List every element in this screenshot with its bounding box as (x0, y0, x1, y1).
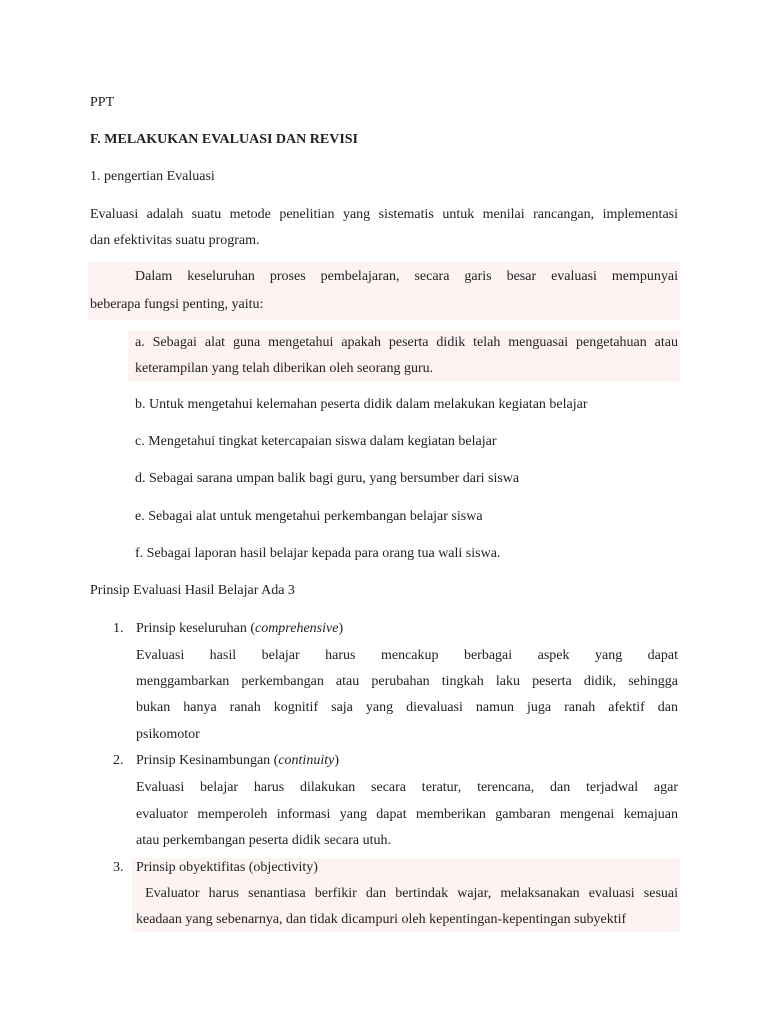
principle-1-title-italic: comprehensive (254, 621, 339, 636)
principle-2-line-3: atau perkembangan peserta didik secara utuh. (136, 833, 392, 848)
function-d: d. Sebagai sarana umpan balik bagi guru, yang bersumber dari siswa (135, 471, 520, 486)
principle-2-line-2: evaluator memperoleh informasi yang dapat memberikan gambaran mengenai kemajuan (136, 807, 678, 822)
function-e: e. Sebagai alat untuk mengetahui perkembangan belajar siswa (135, 509, 483, 524)
principles-title: Prinsip Evaluasi Hasil Belajar Ada 3 (90, 583, 295, 598)
principle-3-number: 3. (113, 860, 124, 875)
definition-line-1: Evaluasi adalah suatu metode penelitian yang sistematis untuk menilai rancangan, implementasi (90, 207, 678, 222)
doc-label: PPT (90, 95, 115, 110)
principle-2-number: 2. (113, 753, 124, 768)
section-heading: F. MELAKUKAN EVALUASI DAN REVISI (90, 132, 358, 147)
principle-2-title-italic: continuity (278, 753, 335, 768)
principle-3-line-1: Evaluator harus senantiasa berfikir dan bertindak wajar, melaksanakan evaluasi sesuai (136, 886, 678, 901)
principle-3-line-2: keadaan yang sebenarnya, dan tidak dicampuri oleh kepentingan-kepentingan subyektif (136, 912, 627, 927)
principle-1-line-4: psikomotor (136, 727, 200, 742)
principle-1-line-2: menggambarkan perkembangan atau perubahan tingkah laku peserta didik, sehingga (136, 674, 678, 689)
principle-1-title (136, 620, 343, 638)
definition-line-2: dan efektivitas suatu program. (90, 233, 260, 248)
intro-line-2: beberapa fungsi penting, yaitu: (90, 297, 264, 312)
principle-1-line-3: bukan hanya ranah kognitif saja yang dievaluasi namun juga ranah afektif dan (136, 700, 678, 715)
principle-1-title-suffix: ) (338, 621, 344, 636)
principle-2-title-suffix: ) (334, 753, 339, 768)
principle-1-number: 1. (113, 621, 124, 636)
principle-2-title (136, 752, 339, 770)
function-f: f. Sebagai laporan hasil belajar kepada para orang tua wali siswa. (135, 546, 501, 561)
function-a-line-2: keterampilan yang telah diberikan oleh seorang guru. (135, 361, 434, 376)
subheading: 1. pengertian Evaluasi (90, 169, 215, 184)
function-a-line-1: a. Sebagai alat guna mengetahui apakah peserta didik telah menguasai pengetahuan atau (135, 335, 678, 350)
principle-2-line-1: Evaluasi belajar harus dilakukan secara teratur, terencana, dan terjadwal agar (136, 780, 678, 795)
principle-1-line-1: Evaluasi hasil belajar harus mencakup berbagai aspek yang dapat (136, 648, 678, 663)
function-c: c. Mengetahui tingkat ketercapaian siswa dalam kegiatan belajar (135, 434, 497, 449)
function-b: b. Untuk mengetahui kelemahan peserta didik dalam melakukan kegiatan belajar (135, 397, 588, 412)
principle-2-title-prefix: Prinsip Kesinambungan ( (136, 753, 279, 768)
principle-3-title: Prinsip obyektifitas (objectivity) (136, 860, 318, 875)
intro-line-1: Dalam keseluruhan proses pembelajaran, secara garis besar evaluasi mempunyai (135, 269, 678, 284)
principle-1-title-prefix: Prinsip keseluruhan ( (136, 621, 255, 636)
